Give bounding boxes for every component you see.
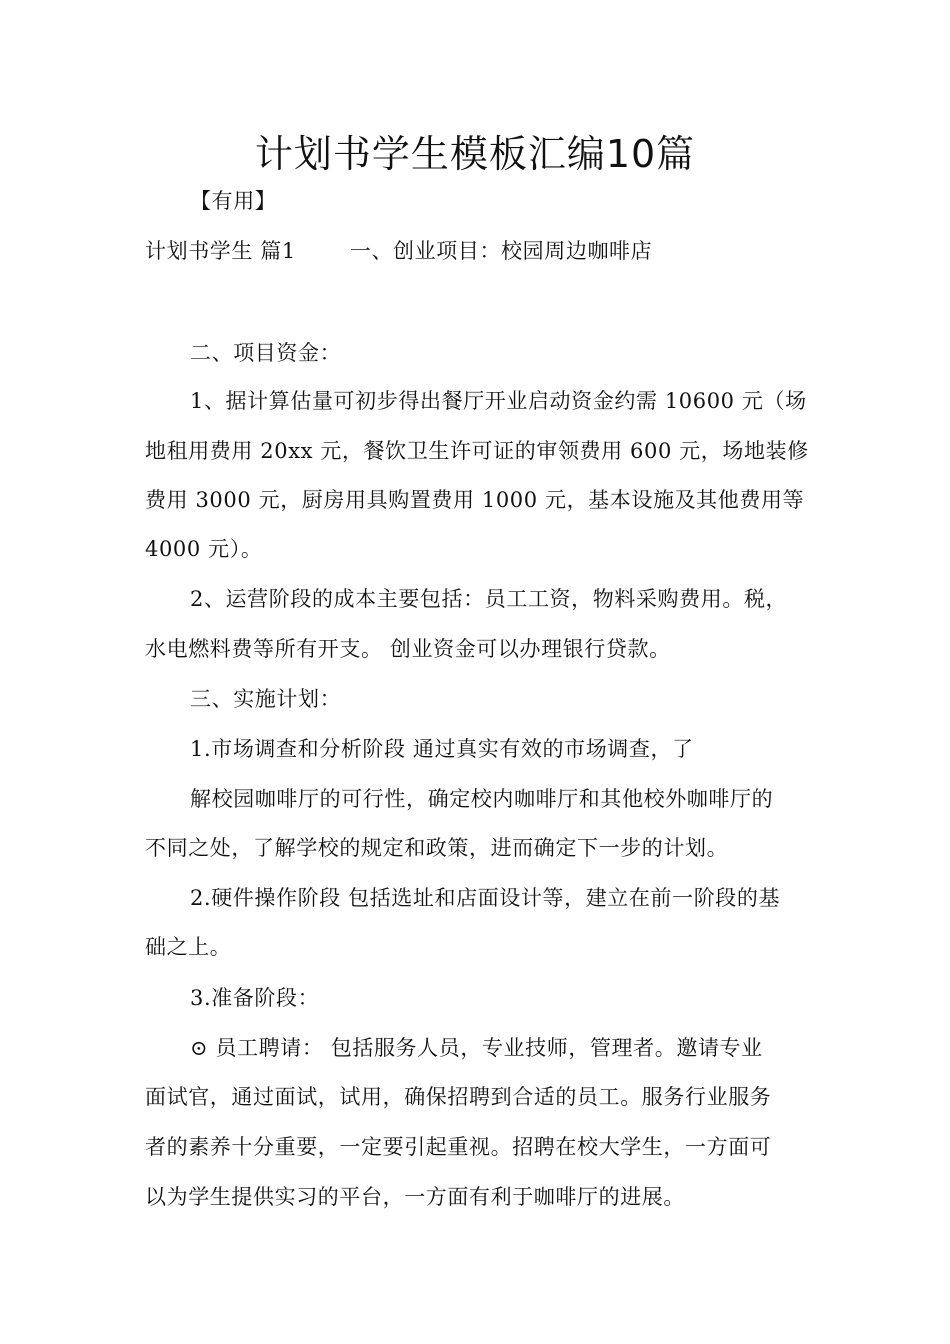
paragraph-line: 面试官，通过面试，试用，确保招聘到合适的员工。服务行业服务 bbox=[145, 1085, 772, 1109]
paragraph-line: 以为学生提供实习的平台，一方面有利于咖啡厅的进展。 bbox=[145, 1185, 685, 1209]
paragraph-line: ⊙ 员工聘请： 包括服务人员，专业技师，管理者。邀请专业 bbox=[190, 1036, 763, 1060]
paragraph-line: 1、据计算估量可初步得出餐厅开业启动资金约需 10600 元（场 bbox=[190, 389, 807, 413]
paragraph-line: 础之上。 bbox=[145, 935, 232, 959]
paragraph-line: 2、运营阶段的成本主要包括：员工工资，物料采购费用。税， bbox=[190, 587, 788, 611]
paragraph-line: 解校园咖啡厅的可行性，确定校内咖啡厅和其他校外咖啡厅的 bbox=[190, 787, 774, 811]
paragraph-line: 1.市场调查和分析阶段 通过真实有效的市场调查，了 bbox=[190, 737, 694, 761]
document-subtitle: 【有用】 bbox=[190, 189, 277, 213]
section-item-1: 一、创业项目：校园周边咖啡店 bbox=[349, 239, 653, 263]
paragraph-line: 二、项目资金： bbox=[190, 341, 342, 365]
paragraph-line: 地租用费用 20xx 元，餐饮卫生许可证的审领费用 600 元，场地装修 bbox=[145, 439, 809, 463]
paragraph-line: 不同之处，了解学校的规定和政策，进而确定下一步的计划。 bbox=[145, 836, 729, 860]
paragraph-line: 2.硬件操作阶段 包括选址和店面设计等，建立在前一阶段的基 bbox=[190, 886, 781, 910]
section-heading-line bbox=[145, 236, 810, 266]
paragraph-line: 3.准备阶段： bbox=[190, 986, 320, 1010]
paragraph-line: 者的素养十分重要，一定要引起重视。招聘在校大学生，一方面可 bbox=[145, 1135, 772, 1159]
document-title: 计划书学生模板汇编10篇 bbox=[254, 132, 696, 176]
paragraph-line: 三、实施计划： bbox=[190, 687, 342, 711]
section-heading-label: 计划书学生 篇1 bbox=[145, 239, 296, 263]
paragraph-line: 费用 3000 元，厨房用具购置费用 1000 元，基本设施及其他费用等 bbox=[145, 488, 805, 512]
paragraph-line: 水电燃料费等所有开支。 创业资金可以办理银行贷款。 bbox=[145, 637, 671, 661]
paragraph-line: 4000 元）。 bbox=[145, 537, 263, 561]
